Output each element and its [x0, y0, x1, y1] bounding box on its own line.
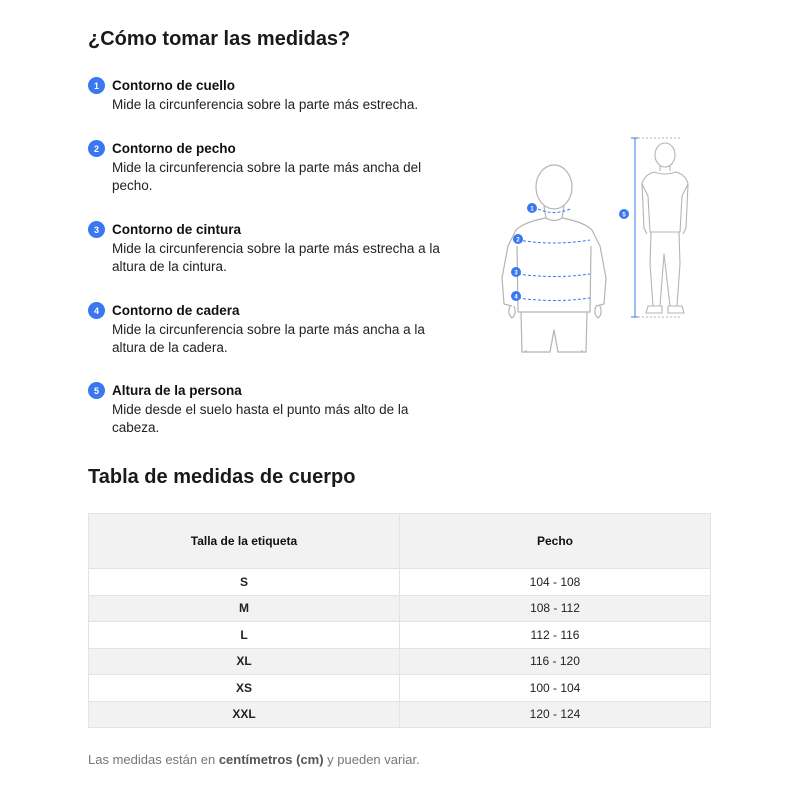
- table-title: Tabla de medidas de cuerpo: [88, 466, 356, 488]
- size-cell: XS: [89, 675, 400, 702]
- step-description: Mide la circunferencia sobre la parte más ancha a la altura de la cadera.: [112, 322, 425, 355]
- front-figure-illustration: [502, 165, 606, 352]
- step-title: Contorno de cadera: [112, 303, 240, 318]
- height-measure-line: [631, 138, 680, 317]
- step-number-badge: 1: [88, 77, 105, 94]
- table-row: [89, 622, 711, 649]
- note-unit: centímetros (cm): [218, 752, 324, 767]
- note-text: Las medidas están en: [88, 752, 219, 767]
- step-number-badge: 4: [88, 302, 105, 319]
- chest-cell: 104 - 108: [400, 569, 711, 596]
- step-number-badge: 5: [88, 382, 105, 399]
- chest-cell: 116 - 120: [400, 648, 711, 675]
- marker-label: 4: [514, 294, 518, 301]
- chest-cell: 112 - 116: [400, 622, 711, 649]
- table-row: [89, 569, 711, 596]
- size-table: [88, 513, 711, 728]
- chest-cell: 100 - 104: [400, 675, 711, 702]
- marker-label: 3: [514, 270, 518, 277]
- table-row: [89, 701, 711, 728]
- measurement-figure: [490, 128, 710, 358]
- table-row: [89, 675, 711, 702]
- marker-label: 5: [622, 212, 626, 219]
- size-cell: M: [89, 595, 400, 622]
- marker-chest: [513, 234, 523, 244]
- chest-cell: 108 - 112: [400, 595, 711, 622]
- table-header-row: [89, 514, 711, 569]
- step-description: Mide la circunferencia sobre la parte más estrecha.: [112, 97, 419, 112]
- step-height: [88, 381, 448, 443]
- page-title: ¿Cómo tomar las medidas?: [88, 28, 351, 50]
- step-number-badge: 3: [88, 221, 105, 238]
- marker-label: 1: [530, 206, 534, 213]
- size-cell: S: [89, 569, 400, 596]
- size-cell: XL: [89, 648, 400, 675]
- step-number-badge: 2: [88, 140, 105, 157]
- marker-height: [619, 209, 629, 219]
- step-title: Contorno de cuello: [112, 78, 235, 93]
- marker-neck: [527, 203, 537, 213]
- marker-label: 2: [516, 237, 520, 244]
- step-neck: [88, 76, 448, 139]
- size-cell: XXL: [89, 701, 400, 728]
- size-cell: L: [89, 622, 400, 649]
- measurement-steps: [88, 76, 448, 443]
- table-row: [89, 648, 711, 675]
- table-row: [89, 595, 711, 622]
- step-title: Altura de la persona: [112, 383, 242, 398]
- step-description: Mide desde el suelo hasta el punto más alto de la cabeza.: [112, 402, 409, 435]
- step-description: Mide la circunferencia sobre la parte más ancha del pecho.: [112, 160, 422, 193]
- note-text: y pueden variar.: [323, 752, 420, 767]
- column-header-size: Talla de la etiqueta: [89, 514, 400, 569]
- step-waist: [88, 220, 448, 301]
- step-description: Mide la circunferencia sobre la parte más estrecha a la altura de la cintura.: [112, 241, 440, 274]
- marker-waist: [511, 267, 521, 277]
- column-header-chest: Pecho: [400, 514, 711, 569]
- step-chest: [88, 139, 448, 220]
- units-note: [88, 752, 420, 767]
- full-body-figure-illustration: [642, 143, 688, 313]
- step-hip: [88, 301, 448, 381]
- chest-cell: 120 - 124: [400, 701, 711, 728]
- marker-hip: [511, 291, 521, 301]
- step-title: Contorno de pecho: [112, 141, 236, 156]
- step-title: Contorno de cintura: [112, 222, 241, 237]
